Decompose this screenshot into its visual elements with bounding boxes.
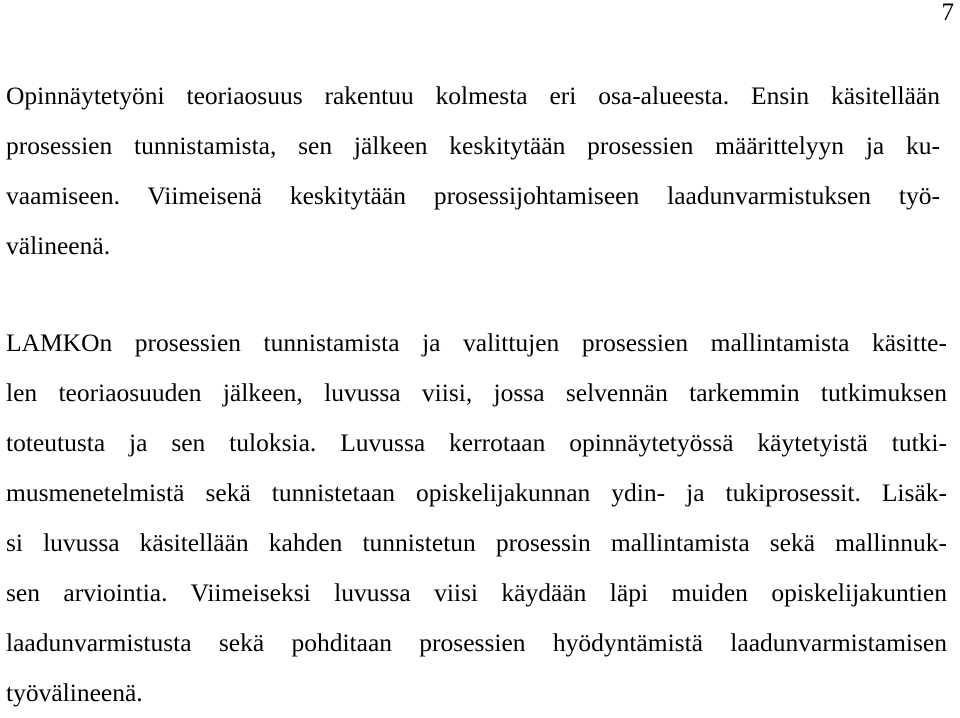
text-line: musmenetelmistä sekä tunnistetaan opiskelijakunnan ydin- ja tukiprosessit. Lisäk-	[6, 478, 947, 507]
text-line: työvälineenä.	[6, 678, 143, 707]
paragraph-structure	[6, 318, 947, 718]
text-line: LAMKOn prosessien tunnistamista ja valittujen prosessien mallintamista käsitte-	[6, 328, 947, 357]
text-line: prosessien tunnistamista, sen jälkeen keskitytään prosessien määrittelyyn ja ku-	[6, 131, 940, 160]
page-number: 7	[941, 0, 954, 26]
text-line: sen arviointia. Viimeiseksi luvussa viisi käydään läpi muiden opiskelijakuntien	[6, 578, 947, 607]
paragraph-intro	[6, 71, 940, 271]
text-line: Opinnäytetyöni teoriaosuus rakentuu kolmesta eri osa-alueesta. Ensin käsitellään	[6, 81, 940, 110]
text-line: si luvussa käsitellään kahden tunnistetun prosessin mallintamista sekä mallinnuk-	[6, 528, 947, 557]
text-line: laadunvarmistusta sekä pohditaan prosessien hyödyntämistä laadunvarmistamisen	[6, 628, 947, 657]
text-line: len teoriaosuuden jälkeen, luvussa viisi, jossa selvennän tarkemmin tutkimuksen	[6, 378, 947, 407]
text-line: toteutusta ja sen tuloksia. Luvussa kerrotaan opinnäytetyössä käytetyistä tutki-	[6, 428, 947, 457]
text-line: vaamiseen. Viimeisenä keskitytään prosessijohtamiseen laadunvarmistuksen työ-	[6, 181, 940, 210]
text-line: välineenä.	[6, 231, 111, 260]
